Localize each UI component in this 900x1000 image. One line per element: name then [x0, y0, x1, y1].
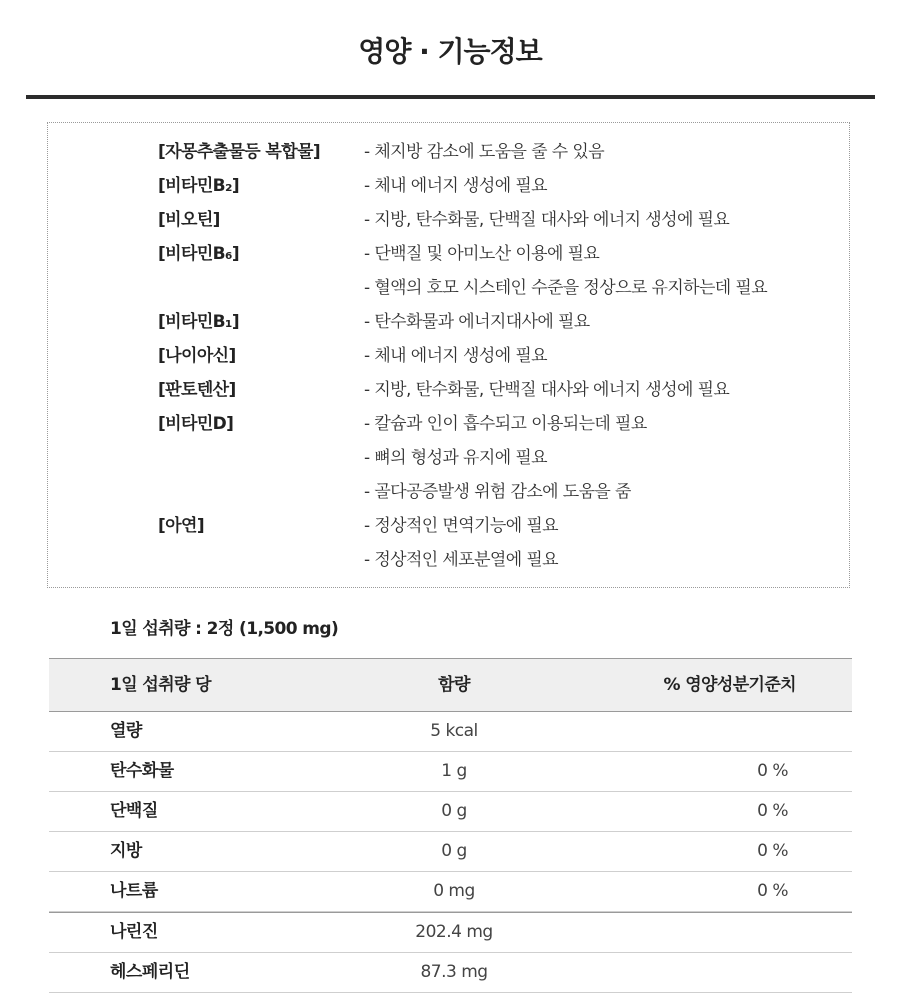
function-row	[48, 172, 849, 200]
table-row	[49, 752, 852, 792]
nutrient-name: 나트륨	[110, 881, 158, 901]
function-description: - 골다공증발생 위험 감소에 도움을 줌	[364, 482, 631, 502]
function-row	[48, 342, 849, 370]
nutrient-amount: 0 mg	[433, 881, 475, 901]
table-row	[49, 712, 852, 752]
functional-info-box	[47, 122, 850, 588]
nutrition-table	[49, 658, 852, 993]
function-row	[48, 444, 849, 472]
function-description: - 정상적인 면역기능에 필요	[364, 516, 558, 536]
nutrient-name: 헤스페리딘	[110, 962, 190, 982]
function-description: - 단백질 및 아미노산 이용에 필요	[364, 244, 600, 264]
nutrient-name: 지방	[110, 841, 142, 861]
table-row	[49, 792, 852, 832]
function-description: - 혈액의 호모 시스테인 수준을 정상으로 유지하는데 필요	[364, 278, 768, 298]
function-row	[48, 274, 849, 302]
function-description: - 뼈의 형성과 유지에 필요	[364, 448, 547, 468]
table-row	[49, 912, 852, 953]
nutrient-amount: 87.3 mg	[420, 962, 488, 982]
nutrient-amount: 0 g	[441, 841, 467, 861]
daily-intake: 1일 섭취량 : 2정 (1,500 mg)	[110, 619, 339, 639]
ingredient-name: [비타민B₆]	[158, 244, 240, 264]
nutrient-amount: 0 g	[441, 801, 467, 821]
nutrient-name: 나린진	[110, 922, 158, 942]
function-row	[48, 138, 849, 166]
function-description: - 체내 에너지 생성에 필요	[364, 346, 547, 366]
function-description: - 체내 에너지 생성에 필요	[364, 176, 547, 196]
header-amount: 함량	[438, 675, 470, 695]
function-description: - 지방, 탄수화물, 단백질 대사와 에너지 생성에 필요	[364, 380, 730, 400]
ingredient-name: [비타민B₁]	[158, 312, 240, 332]
header-serving: 1일 섭취량 당	[110, 675, 211, 695]
table-row	[49, 953, 852, 993]
function-row	[48, 478, 849, 506]
nutrient-percent: 0 %	[757, 841, 788, 861]
function-description: - 체지방 감소에 도움을 줄 수 있음	[364, 142, 605, 162]
nutrient-name: 열량	[110, 721, 142, 741]
nutrient-name: 단백질	[110, 801, 158, 821]
function-row	[48, 206, 849, 234]
function-description: - 칼슘과 인이 흡수되고 이용되는데 필요	[364, 414, 647, 434]
nutrient-percent: 0 %	[757, 761, 788, 781]
ingredient-name: [비타민B₂]	[158, 176, 240, 196]
ingredient-name: [비타민D]	[158, 414, 234, 434]
ingredient-name: [아연]	[158, 516, 204, 536]
table-row	[49, 832, 852, 872]
nutrient-name: 탄수화물	[110, 761, 174, 781]
function-row	[48, 376, 849, 404]
function-row	[48, 308, 849, 336]
table-row	[49, 872, 852, 912]
function-row	[48, 240, 849, 268]
nutrient-percent: 0 %	[757, 801, 788, 821]
function-row	[48, 546, 849, 574]
function-description: - 탄수화물과 에너지대사에 필요	[364, 312, 590, 332]
table-header	[49, 658, 852, 712]
nutrient-percent: 0 %	[757, 881, 788, 901]
nutrient-amount: 202.4 mg	[415, 922, 493, 942]
function-row	[48, 410, 849, 438]
function-description: - 정상적인 세포분열에 필요	[364, 550, 558, 570]
title-divider	[26, 95, 875, 99]
header-percent: % 영양성분기준치	[663, 675, 796, 695]
page-title: 영양 · 기능정보	[358, 35, 542, 68]
ingredient-name: [나이아신]	[158, 346, 236, 366]
nutrient-amount: 1 g	[441, 761, 467, 781]
ingredient-name: [비오틴]	[158, 210, 220, 230]
function-description: - 지방, 탄수화물, 단백질 대사와 에너지 생성에 필요	[364, 210, 730, 230]
ingredient-name: [판토텐산]	[158, 380, 236, 400]
ingredient-name: [자몽추출물등 복합물]	[158, 142, 321, 162]
function-row	[48, 512, 849, 540]
nutrient-amount: 5 kcal	[430, 721, 478, 741]
